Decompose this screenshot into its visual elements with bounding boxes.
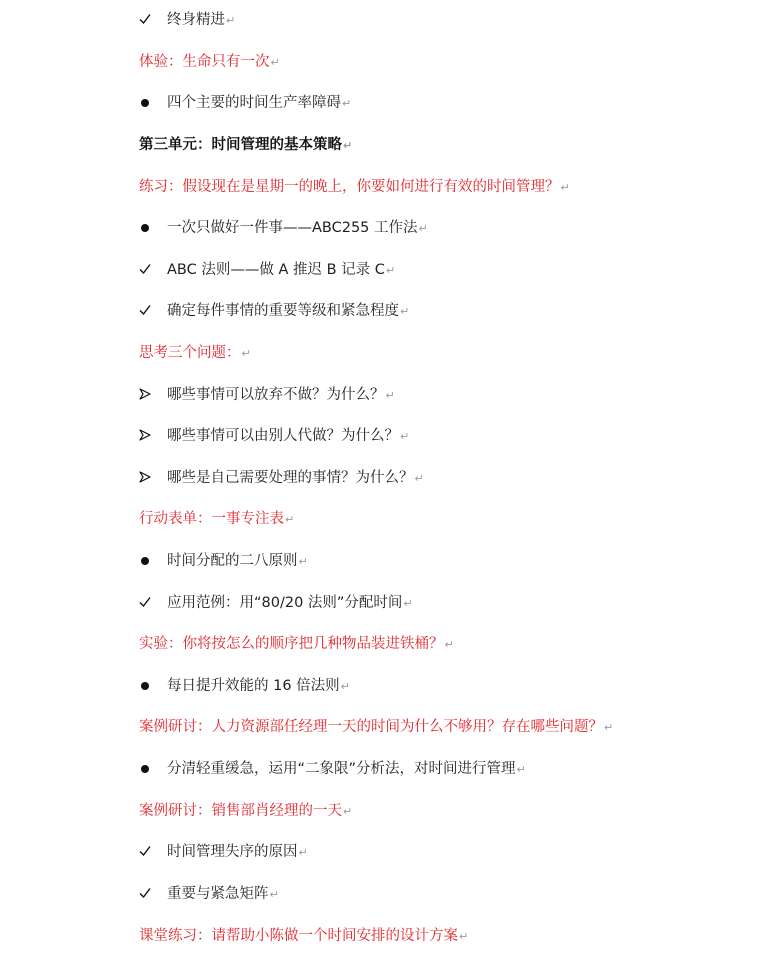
line-text: 时间分配的二八原则 bbox=[167, 553, 298, 569]
paragraph-mark-icon: ↵ bbox=[342, 97, 352, 110]
paragraph-mark-icon: ↵ bbox=[459, 930, 469, 943]
paragraph-mark-icon: ↵ bbox=[269, 888, 279, 901]
document-line bbox=[139, 133, 352, 157]
paragraph-mark-icon: ↵ bbox=[298, 555, 308, 568]
document-line bbox=[139, 91, 351, 115]
paragraph-mark-icon: ↵ bbox=[444, 638, 454, 651]
document-line bbox=[139, 715, 613, 739]
document-line bbox=[139, 175, 570, 199]
document-line bbox=[139, 258, 395, 282]
paragraph-mark-icon: ↵ bbox=[400, 430, 410, 443]
paragraph-mark-icon: ↵ bbox=[343, 805, 353, 818]
line-text: 第三单元：时间管理的基本策略 bbox=[139, 137, 342, 153]
document-line bbox=[139, 507, 294, 531]
paragraph-mark-icon: ↵ bbox=[241, 347, 251, 360]
paragraph-mark-icon: ↵ bbox=[385, 389, 395, 402]
line-text: 哪些事情可以放弃不做？为什么？ bbox=[167, 387, 385, 403]
line-text: 应用范例：用“80/20 法则”分配时间 bbox=[167, 595, 403, 611]
line-text: 重要与紧急矩阵 bbox=[167, 886, 269, 902]
line-text: 体验：生命只有一次 bbox=[139, 54, 270, 70]
document-line bbox=[139, 840, 308, 864]
paragraph-mark-icon: ↵ bbox=[285, 513, 295, 526]
paragraph-mark-icon: ↵ bbox=[516, 763, 526, 776]
line-text: 案例研讨：人力资源部任经理一天的时间为什么不够用？存在哪些问题？ bbox=[139, 719, 603, 735]
paragraph-mark-icon: ↵ bbox=[560, 181, 570, 194]
document-line bbox=[139, 383, 395, 407]
line-text: 确定每件事情的重要等级和紧急程度 bbox=[167, 303, 399, 319]
document-line bbox=[139, 299, 409, 323]
document-line bbox=[139, 882, 279, 906]
line-text: 分清轻重缓急，运用“二象限”分析法，对时间进行管理 bbox=[167, 761, 516, 777]
paragraph-mark-icon: ↵ bbox=[343, 139, 353, 152]
paragraph-mark-icon: ↵ bbox=[340, 680, 350, 693]
document-line bbox=[139, 549, 308, 573]
document-line bbox=[139, 424, 409, 448]
line-text: 案例研讨：销售部肖经理的一天 bbox=[139, 803, 342, 819]
document-line bbox=[139, 8, 235, 32]
document-line bbox=[139, 466, 424, 490]
line-text: 哪些是自己需要处理的事情？为什么？ bbox=[167, 470, 414, 486]
line-text: ABC 法则——做 A 推迟 B 记录 C bbox=[167, 262, 385, 278]
line-text: 哪些事情可以由别人代做？为什么？ bbox=[167, 428, 399, 444]
paragraph-mark-icon: ↵ bbox=[414, 472, 424, 485]
paragraph-mark-icon: ↵ bbox=[403, 597, 413, 610]
line-text: 终身精进 bbox=[167, 12, 225, 28]
document-line bbox=[139, 216, 428, 240]
document-line bbox=[139, 50, 280, 74]
paragraph-mark-icon: ↵ bbox=[604, 721, 614, 734]
document-line bbox=[139, 924, 468, 948]
paragraph-mark-icon: ↵ bbox=[385, 264, 396, 277]
line-text: 一次只做好一件事——ABC255 工作法 bbox=[167, 220, 418, 236]
document-line bbox=[139, 799, 352, 823]
document-line bbox=[139, 632, 454, 656]
line-text: 四个主要的时间生产率障碍 bbox=[167, 95, 341, 111]
line-text: 实验：你将按怎么的顺序把几种物品装进铁桶？ bbox=[139, 636, 444, 652]
paragraph-mark-icon: ↵ bbox=[418, 222, 428, 235]
paragraph-mark-icon: ↵ bbox=[270, 56, 280, 69]
document-line bbox=[139, 757, 526, 781]
line-text: 课堂练习：请帮助小陈做一个时间安排的设计方案 bbox=[139, 928, 458, 944]
paragraph-mark-icon: ↵ bbox=[400, 305, 410, 318]
paragraph-mark-icon: ↵ bbox=[298, 846, 308, 859]
document-line bbox=[139, 591, 413, 615]
paragraph-mark-icon: ↵ bbox=[226, 14, 236, 27]
line-text: 练习：假设现在是星期一的晚上，你要如何进行有效的时间管理？ bbox=[139, 179, 560, 195]
line-text: 思考三个问题： bbox=[139, 345, 241, 361]
document-line bbox=[139, 674, 350, 698]
document-line bbox=[139, 341, 251, 365]
line-text: 每日提升效能的 16 倍法则 bbox=[167, 678, 340, 694]
line-text: 时间管理失序的原因 bbox=[167, 844, 298, 860]
line-text: 行动表单：一事专注表 bbox=[139, 511, 284, 527]
